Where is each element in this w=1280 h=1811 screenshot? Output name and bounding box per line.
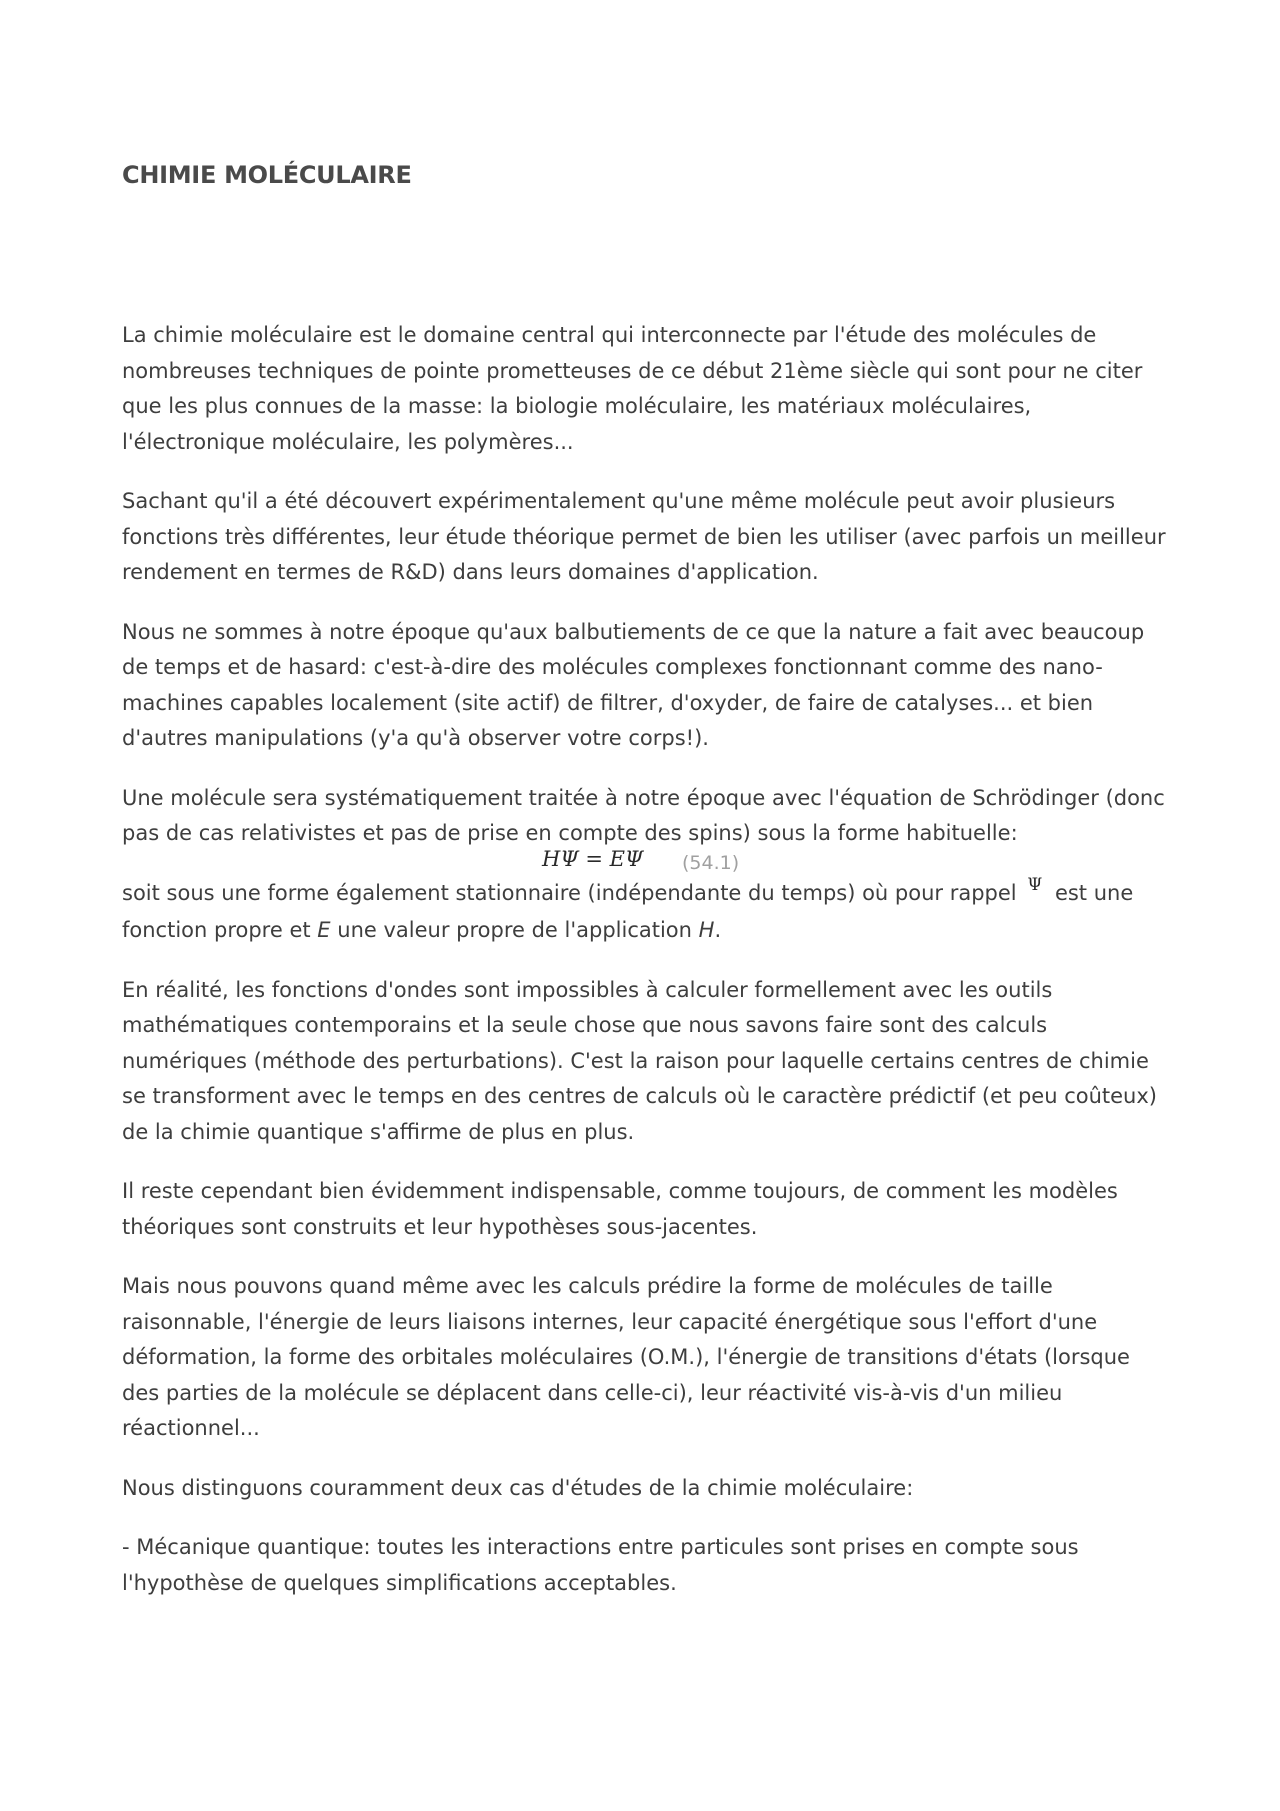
- document-body: [122, 318, 1172, 1625]
- energy-symbol: E: [317, 918, 331, 942]
- paragraph-predictions: Mais nous pouvons quand même avec les calculs prédire la forme de molécules de taille raisonnable, l'énergie de leurs liaisons internes, leur capacité énergétique sous l'effort d'une déformation, la forme des orbitales moléculaires (O.M.), l'énergie de transitions d'états (lorsque des parties de la molécule se déplacent dans celle-ci), leur réactivité vis-à-vis d'un milieu réactionnel...: [122, 1274, 1130, 1440]
- paragraph-cases: Nous distinguons couramment deux cas d'études de la chimie moléculaire:: [122, 1475, 914, 1500]
- paragraph-schrodinger: Une molécule sera systématiquement traitée à notre époque avec l'équation de Schrödinger (donc pas de cas relativistes et pas de prise en compte des spins) sous la forme habituelle:: [122, 785, 1165, 845]
- schrodinger-equation: HΨ = EΨ: [542, 846, 644, 871]
- stationary-text-1: soit sous une forme également stationnaire (indépendante du temps) où pour rappel: [122, 880, 1017, 905]
- hamiltonian-symbol: H: [698, 918, 715, 942]
- paragraph-intro: La chimie moléculaire est le domaine central qui interconnecte par l'étude des molécules de nombreuses techniques de pointe prometteuses de ce début 21ème siècle qui sont pour ne citer que les plus connues de la masse: la biologie moléculaire, les matériaux moléculaires, l'électronique moléculaire, les polymères...: [122, 323, 1143, 454]
- paragraph-reality: En réalité, les fonctions d'ondes sont impossibles à calculer formellement avec les outils mathématiques contemporains et la seule chose que nous savons faire sont des calculs numériques (méthode des perturbations). C'est la raison pour laquelle certains centres de chimie se transforment avec le temps en des centres de calculs où le caractère prédictif (et peu coûteux) de la chimie quantique s'affirme de plus en plus.: [122, 977, 1157, 1144]
- page-title: CHIMIE MOLÉCULAIRE: [122, 161, 412, 189]
- stationary-end: .: [714, 918, 722, 942]
- stationary-text-2: est une fonction propre et: [122, 880, 1134, 942]
- paragraph-nature: Nous ne sommes à notre époque qu'aux balbutiements de ce que la nature a fait avec beaucoup de temps et de hasard: c'est-à-dire des molécules complexes fonctionnant comme des nano-machines capables localement (site actif) de filtrer, d'oxyder, de faire de catalyses... et bien d'autres manipulations (y'a qu'à observer votre corps!).: [122, 619, 1145, 750]
- paragraph-stationary: [122, 876, 1172, 949]
- equation-number: (54.1): [682, 851, 740, 874]
- equation-row: [122, 842, 1172, 876]
- paragraph-functions: Sachant qu'il a été découvert expérimentalement qu'une même molécule peut avoir plusieurs fonctions très différentes, leur étude théorique permet de bien les utiliser (avec parfois un meilleur rendement en termes de R&D) dans leurs domaines d'application.: [122, 489, 1166, 584]
- psi-symbol: Ψ: [1027, 874, 1043, 895]
- paragraph-models: Il reste cependant bien évidemment indispensable, comme toujours, de comment les modèles théoriques sont construits et leur hypothèses sous-jacentes.: [122, 1179, 1118, 1239]
- paragraph-quantum-mechanics: - Mécanique quantique: toutes les interactions entre particules sont prises en compte sous l'hypothèse de quelques simplifications acceptables.: [122, 1535, 1079, 1595]
- stationary-text-3: une valeur propre de l'application: [337, 918, 692, 942]
